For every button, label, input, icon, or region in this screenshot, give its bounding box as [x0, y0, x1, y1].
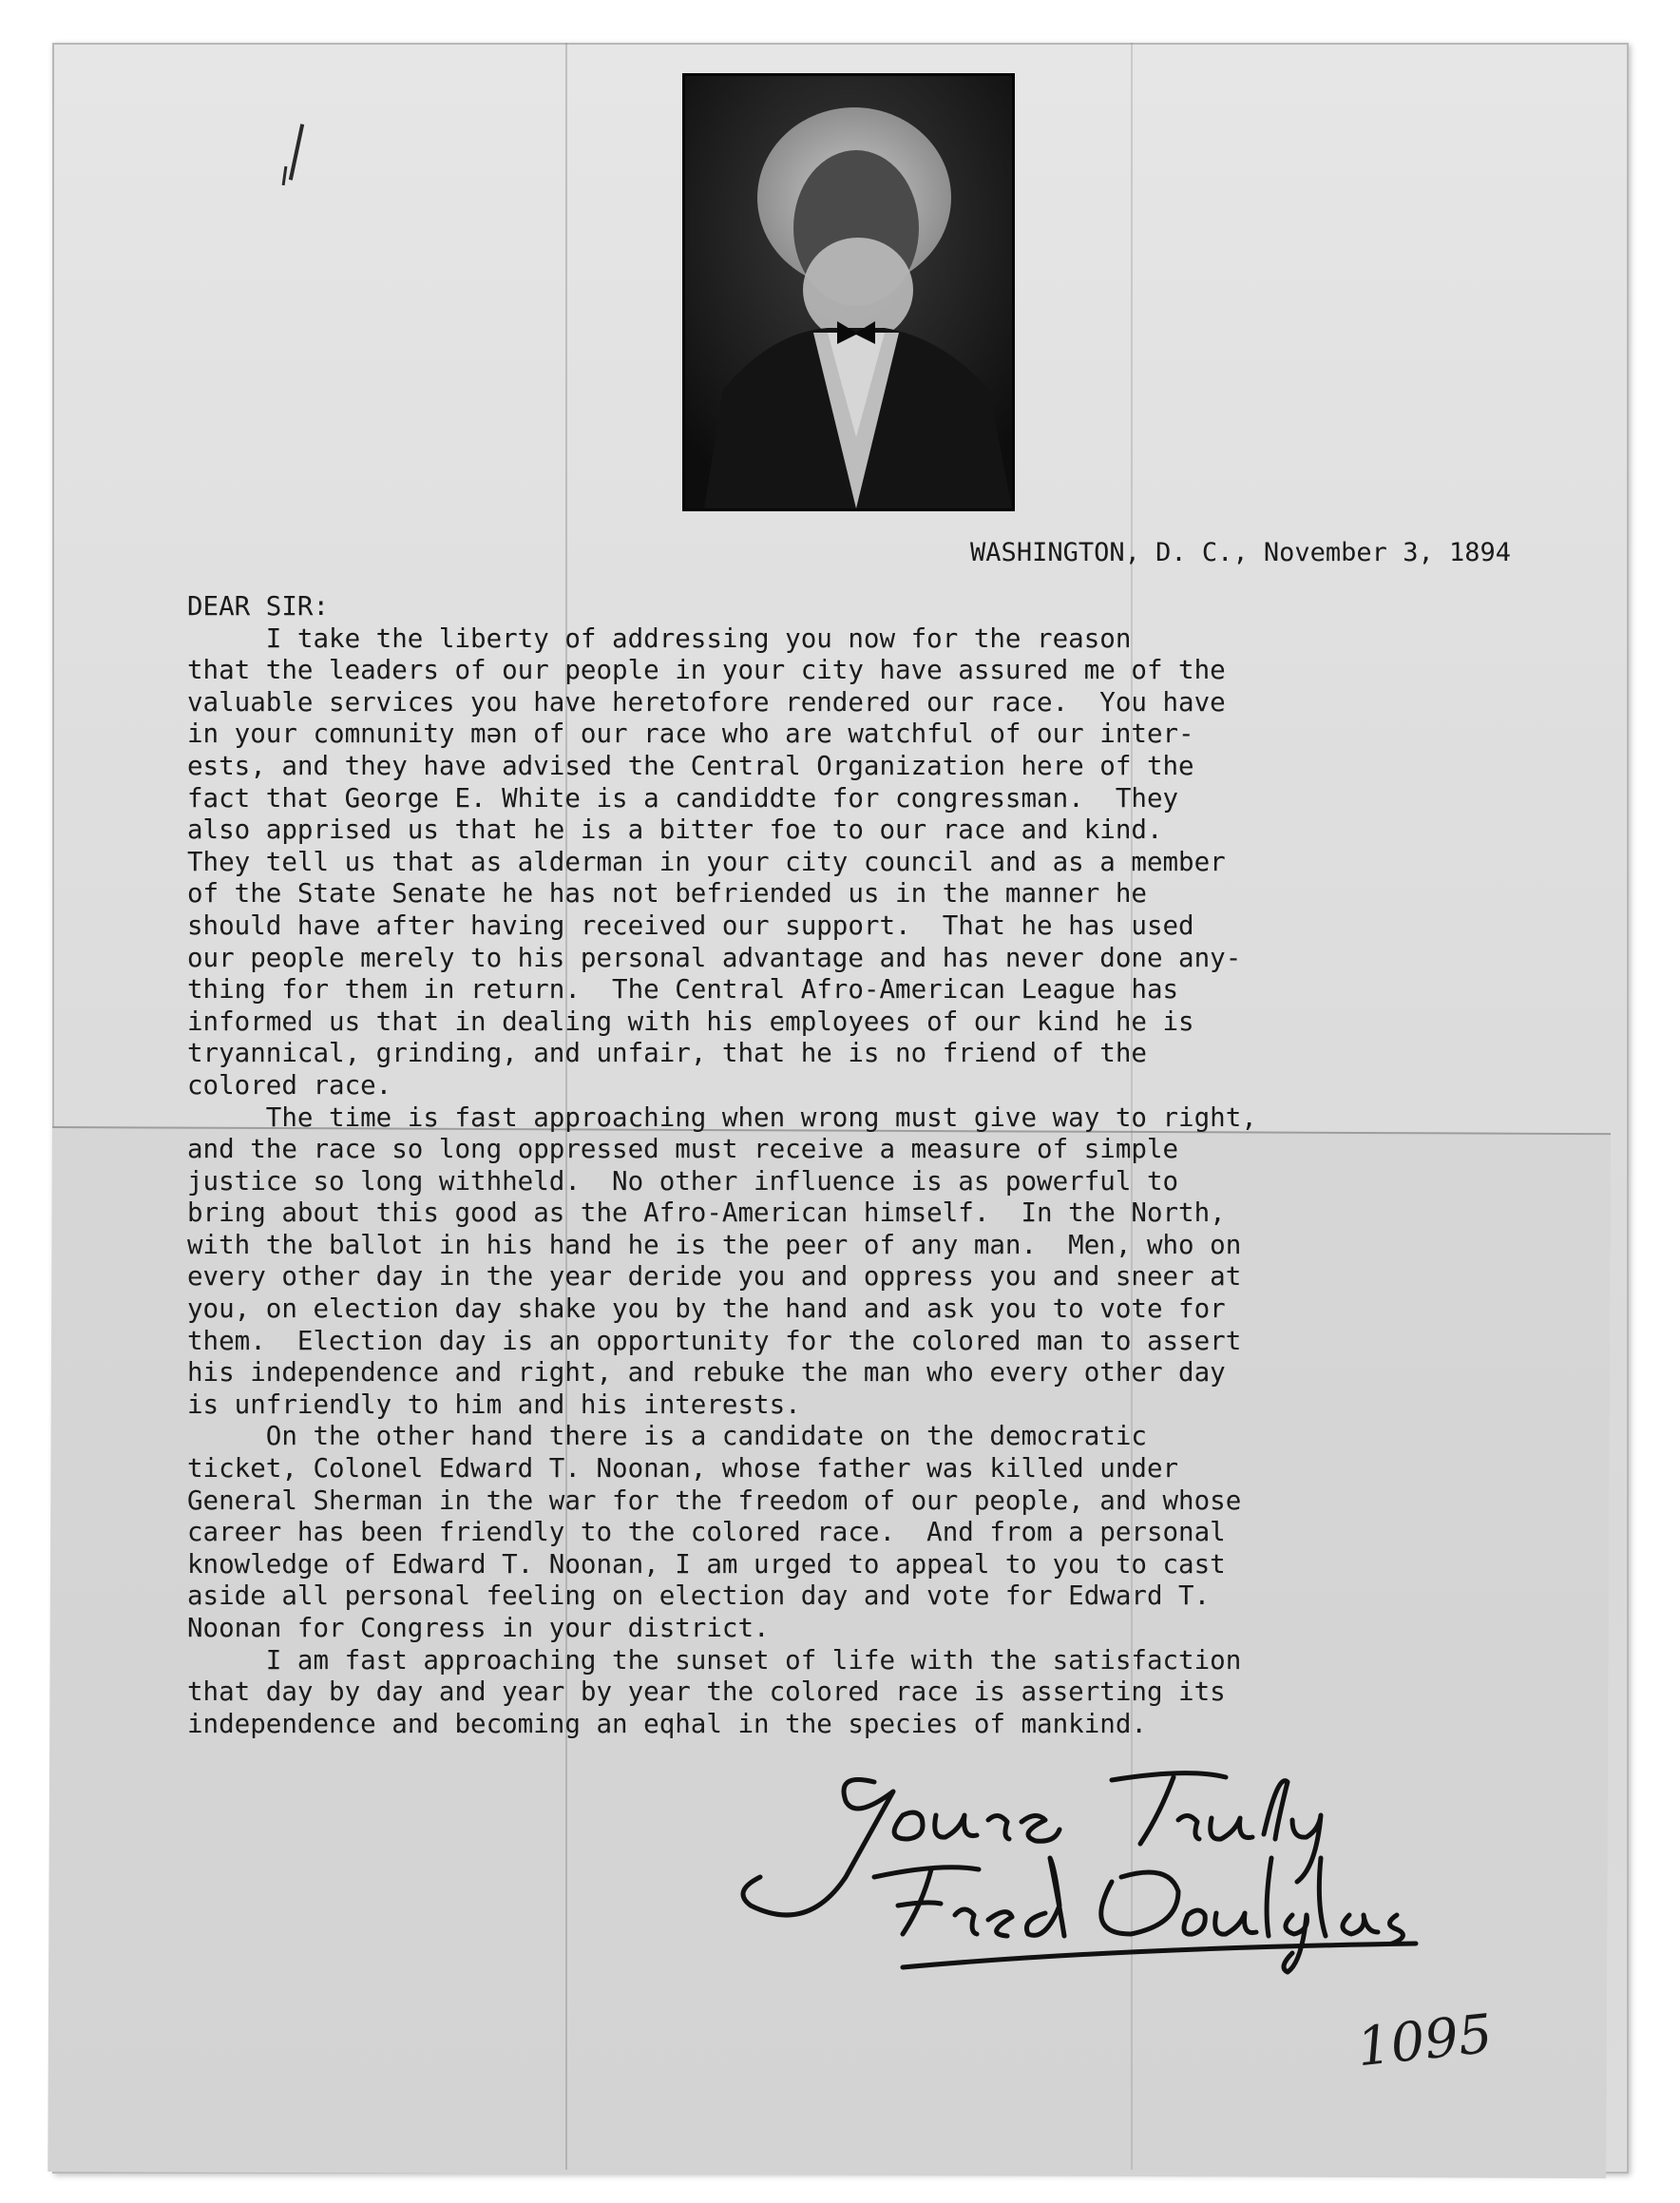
- text-line: Noonan for Congress in your district.: [187, 1613, 770, 1643]
- text-line: you, on election day shake you by the hand and ask you to vote for: [187, 1293, 1226, 1325]
- text-line: that day by day and year by year the colored race is asserting its: [187, 1676, 1226, 1708]
- text-line: valuable services you have heretofore rendered our race. You have: [187, 686, 1226, 718]
- text-line: of the State Senate he has not befriended us in the manner he: [187, 878, 1147, 910]
- text-line: colored race.: [187, 1069, 392, 1101]
- text-line: in your comnunity mən of our race who are watchful of our inter-: [187, 718, 1194, 750]
- text-line: with the ballot in his hand he is the peer of any man. Men, who on: [187, 1229, 1242, 1260]
- paragraph: [187, 623, 1537, 1102]
- text-line: them. Election day is an opportunity for the colored man to assert: [187, 1325, 1242, 1356]
- text-line: is unfriendly to him and his interests.: [187, 1389, 801, 1420]
- page-number: 1095: [1353, 2002, 1496, 2079]
- text-line: independence and becoming an eqhal in the species of mankind.: [187, 1708, 1147, 1739]
- dateline: WASHINGTON, D. C., November 3, 1894: [970, 538, 1511, 567]
- portrait-photo: [682, 73, 1015, 511]
- text-line: bring about this good as the Afro-American himself. In the North,: [187, 1197, 1226, 1229]
- text-line: I take the liberty of addressing you now for the reason: [187, 623, 1132, 654]
- text-line: On the other hand there is a candidate on the democratic: [187, 1421, 1147, 1452]
- text-line: knowledge of Edward T. Noonan, I am urged to appeal to you to cast: [187, 1548, 1226, 1580]
- text-line: thing for them in return. The Central Afro-American League has: [187, 974, 1179, 1006]
- text-line: fact that George E. White is a candiddte for congressman. They: [187, 782, 1179, 814]
- text-line: informed us that in dealing with his employees of our kind he is: [187, 1006, 1194, 1037]
- text-line: justice so long withheld. No other influence is as powerful to: [187, 1165, 1179, 1197]
- handwritten-signature: [732, 1763, 1454, 1991]
- text-line: and the race so long oppressed must receive a measure of simple: [187, 1134, 1179, 1165]
- text-line: General Sherman in the war for the freedom of our people, and whose: [187, 1485, 1242, 1516]
- text-line: They tell us that as alderman in your city council and as a member: [187, 846, 1226, 877]
- text-line: ticket, Colonel Edward T. Noonan, whose father was killed under: [187, 1453, 1179, 1485]
- text-line: The time is fast approaching when wrong must give way to right,: [187, 1102, 1257, 1133]
- letter-body: [187, 591, 1537, 1740]
- text-line: also apprised us that he is a bitter foe to our race and kind.: [187, 814, 1163, 846]
- text-line: every other day in the year deride you and oppress you and sneer at: [187, 1261, 1242, 1293]
- text-line: aside all personal feeling on election day and vote for Edward T.: [187, 1580, 1211, 1612]
- text-line: career has been friendly to the colored race. And from a personal: [187, 1517, 1226, 1548]
- text-line: tryannical, grinding, and unfair, that he is no friend of the: [187, 1038, 1147, 1069]
- text-line: that the leaders of our people in your city have assured me of the: [187, 655, 1226, 686]
- paragraph: [187, 1645, 1537, 1741]
- paragraph: [187, 1102, 1537, 1422]
- text-line: I am fast approaching the sunset of life with the satisfaction: [187, 1644, 1242, 1676]
- salutation: DEAR SIR:: [187, 591, 330, 622]
- paragraph: [187, 1421, 1537, 1644]
- text-line: should have after having received our support. That he has used: [187, 910, 1194, 941]
- text-line: his independence and right, and rebuke the man who every other day: [187, 1357, 1226, 1389]
- text-line: our people merely to his personal advantage and has never done any-: [187, 942, 1242, 973]
- text-line: ests, and they have advised the Central Organization here of the: [187, 750, 1194, 781]
